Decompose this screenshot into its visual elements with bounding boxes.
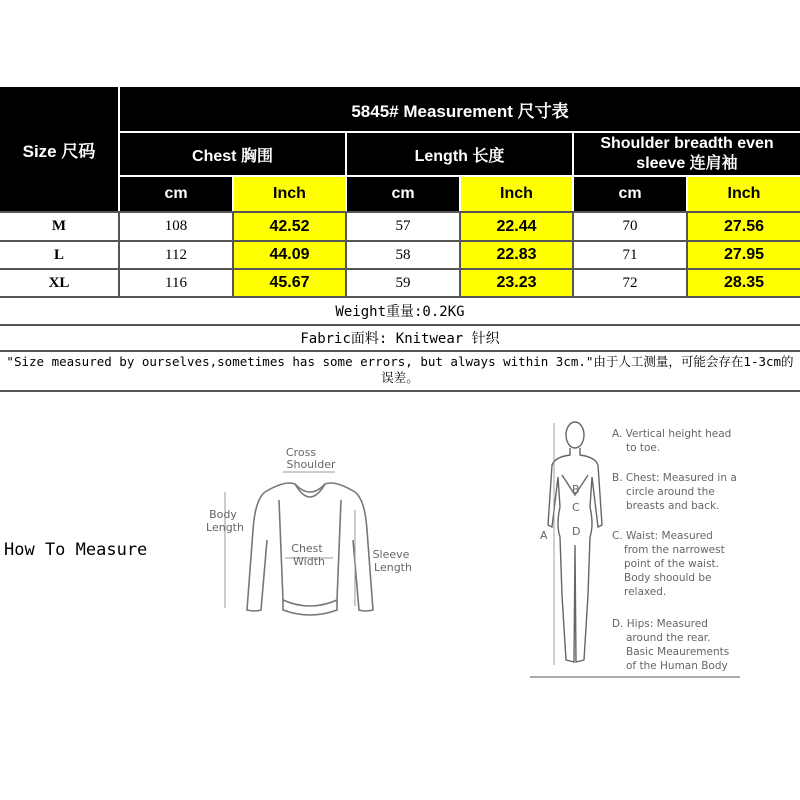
note-b-line-2: circle around the <box>626 486 715 498</box>
chest-width-label-2: Width <box>293 555 325 568</box>
note-a-line-1: A. Vertical height head <box>612 428 732 440</box>
length-inch-cell: 22.83 <box>461 242 572 268</box>
shoulder-cm-header: cm <box>574 177 686 211</box>
note-d-line-3: Basic Meaurements <box>626 646 730 658</box>
chest-width-label: Chest <box>291 542 323 555</box>
note-b-line-3: breasts and back. <box>626 500 720 512</box>
shoulder-cm-cell: 70 <box>574 213 686 240</box>
length-cm-cell: 59 <box>347 270 459 296</box>
chest-inch-cell: 45.67 <box>234 270 345 296</box>
size-cell: M <box>0 213 118 240</box>
shoulder-group-header: Shoulder breadth even sleeve 连肩袖 <box>574 133 800 175</box>
col-divider <box>572 211 574 298</box>
marker-c: C <box>572 501 580 514</box>
col-divider <box>345 211 347 298</box>
how-to-measure-label: How To Measure <box>4 540 148 560</box>
length-cm-cell: 57 <box>347 213 459 240</box>
chest-cm-cell: 112 <box>120 242 232 268</box>
length-group-header: Length 长度 <box>347 133 572 175</box>
col-divider <box>232 211 234 298</box>
chest-cm-cell: 108 <box>120 213 232 240</box>
col-divider <box>686 211 688 298</box>
cross-shoulder-label-2: Shoulder <box>286 458 336 471</box>
body-outline <box>548 422 602 662</box>
row-divider <box>0 240 800 242</box>
note-c-line-4: Body shoould be <box>624 572 712 584</box>
length-cm-cell: 58 <box>347 242 459 268</box>
size-cell: L <box>0 242 118 268</box>
note-c-line-1: C. Waist: Measured <box>612 530 713 542</box>
note-a-line-2: to toe. <box>626 442 661 454</box>
note-b-line-1: B. Chest: Measured in a <box>612 472 737 484</box>
chest-cm-header: cm <box>120 177 232 211</box>
measure-notes <box>612 428 737 672</box>
sweater-diagram <box>195 440 425 640</box>
shoulder-cm-cell: 71 <box>574 242 686 268</box>
size-cell: XL <box>0 270 118 296</box>
fabric-row: Fabric面料: Knitwear 针织 <box>0 326 800 352</box>
shoulder-inch-cell: 27.95 <box>688 242 800 268</box>
col-divider <box>459 211 461 298</box>
shoulder-inch-cell: 28.35 <box>688 270 800 296</box>
section-divider <box>0 390 800 392</box>
marker-d: D <box>572 525 581 538</box>
measure-arrows <box>225 472 355 608</box>
sleeve-length-label-2: Length <box>374 561 412 574</box>
note-d-line-1: D. Hips: Measured <box>612 618 708 630</box>
marker-b: B <box>572 483 580 496</box>
chest-inch-cell: 44.09 <box>234 242 345 268</box>
length-inch-header: Inch <box>461 177 572 211</box>
shoulder-inch-header: Inch <box>688 177 800 211</box>
measurement-note: "Size measured by ourselves,sometimes has some errors, but always within 3cm."由于人工测量，可能会存在1-3cm的误差。 <box>6 354 794 385</box>
col-divider <box>118 211 120 298</box>
length-inch-cell: 23.23 <box>461 270 572 296</box>
size-header: Size 尺码 <box>0 87 118 211</box>
cross-shoulder-label: Cross <box>285 446 317 459</box>
body-diagram <box>530 415 745 680</box>
note-c-line-5: relaxed. <box>624 586 667 598</box>
note-c-line-2: from the narrowest <box>624 544 725 556</box>
row-divider <box>0 211 800 213</box>
body-length-label-2: Length <box>206 521 244 534</box>
chest-cm-cell: 116 <box>120 270 232 296</box>
chest-inch-cell: 42.52 <box>234 213 345 240</box>
table-title: 5845# Measurement 尺寸表 <box>120 87 800 131</box>
body-length-label: Body <box>209 508 237 521</box>
shoulder-inch-cell: 27.56 <box>688 213 800 240</box>
chest-group-header: Chest 胸围 <box>120 133 345 175</box>
marker-a: A <box>540 529 548 542</box>
weight-row: Weight重量:0.2KG <box>0 298 800 326</box>
note-d-line-2: around the rear. <box>626 632 711 644</box>
note-d-line-4: of the Human Body <box>626 660 728 672</box>
length-inch-cell: 22.44 <box>461 213 572 240</box>
row-divider <box>0 268 800 270</box>
sleeve-length-label: Sleeve <box>372 548 410 561</box>
note-c-line-3: point of the waist. <box>624 558 720 570</box>
length-cm-header: cm <box>347 177 459 211</box>
shoulder-cm-cell: 72 <box>574 270 686 296</box>
chest-inch-header: Inch <box>234 177 345 211</box>
